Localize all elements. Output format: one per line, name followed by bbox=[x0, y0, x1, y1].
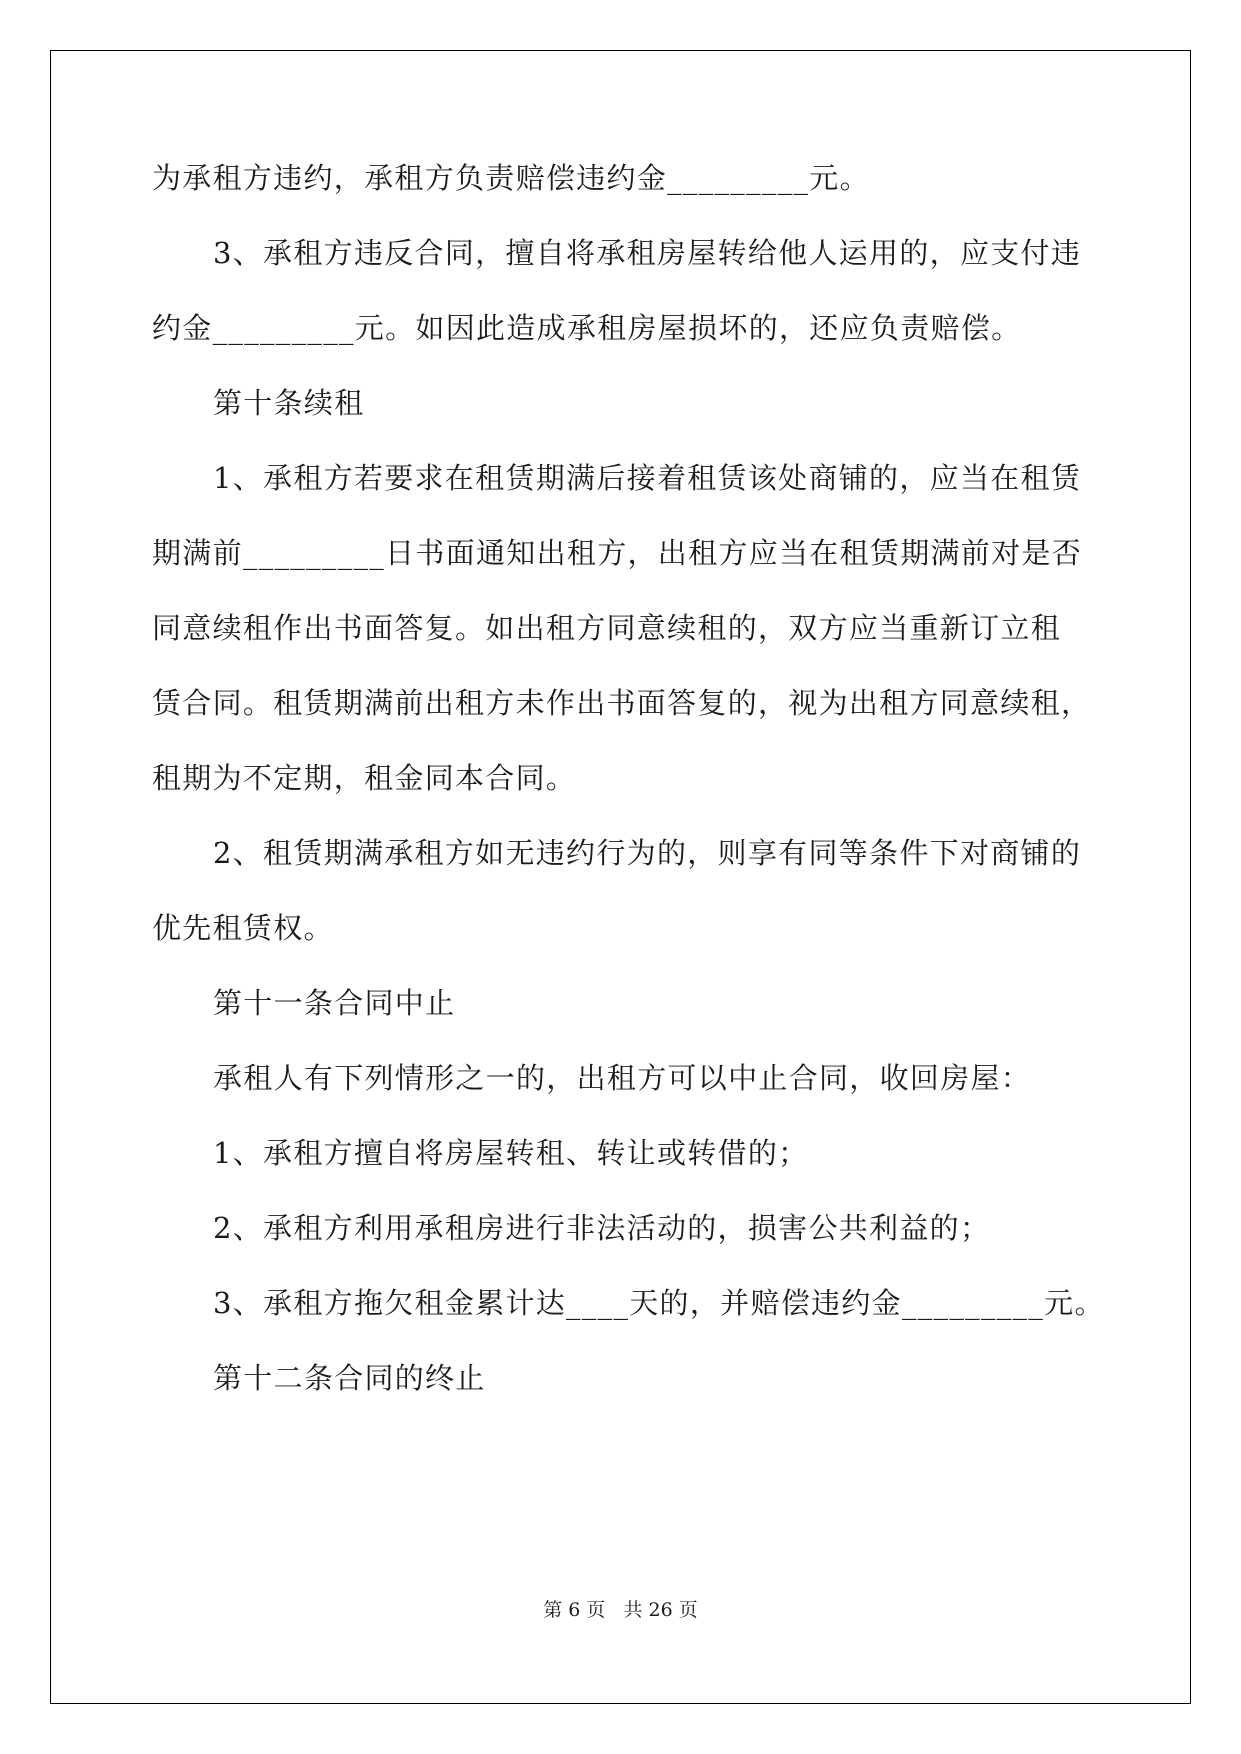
section-heading: 第十二条合同的终止 bbox=[213, 1361, 486, 1395]
text-line: 承租人有下列情形之一的，出租方可以中止合同，收回房屋： bbox=[213, 1061, 1032, 1095]
text-line: 同意续租作出书面答复。如出租方同意续租的，双方应当重新订立租 bbox=[152, 611, 1062, 645]
text-line: 1、承租方擅自将房屋转租、转让或转借的； bbox=[213, 1136, 809, 1170]
text-line: 3、承租方违反合同，擅自将承租房屋转给他人运用的，应支付违 bbox=[213, 236, 1082, 270]
text-line: 约金_________元。如因此造成承租房屋损坏的，还应负责赔偿。 bbox=[152, 311, 1022, 345]
section-heading: 第十条续租 bbox=[213, 386, 365, 420]
text-line: 1、承租方若要求在租赁期满后接着租赁该处商铺的，应当在租赁 bbox=[213, 461, 1082, 495]
text-line: 2、承租方利用承租房进行非法活动的，损害公共利益的； bbox=[213, 1211, 991, 1245]
text-line: 优先租赁权。 bbox=[152, 911, 334, 945]
text-line: 赁合同。租赁期满前出租方未作出书面答复的，视为出租方同意续租， bbox=[152, 686, 1092, 720]
text-line: 为承租方违约，承租方负责赔偿违约金_________元。 bbox=[152, 161, 870, 195]
page-border bbox=[50, 50, 1191, 1704]
text-line: 期满前_________日书面通知出租方，出租方应当在租赁期满前对是否 bbox=[152, 536, 1083, 570]
text-line: 租期为不定期，租金同本合同。 bbox=[152, 761, 577, 795]
text-line: 2、租赁期满承租方如无违约行为的，则享有同等条件下对商铺的 bbox=[213, 836, 1082, 870]
section-heading: 第十一条合同中止 bbox=[213, 986, 456, 1020]
page-number: 第 6 页 共 26 页 bbox=[543, 1599, 698, 1621]
text-line: 3、承租方拖欠租金累计达____天的，并赔偿违约金_________元。 bbox=[213, 1286, 1105, 1320]
